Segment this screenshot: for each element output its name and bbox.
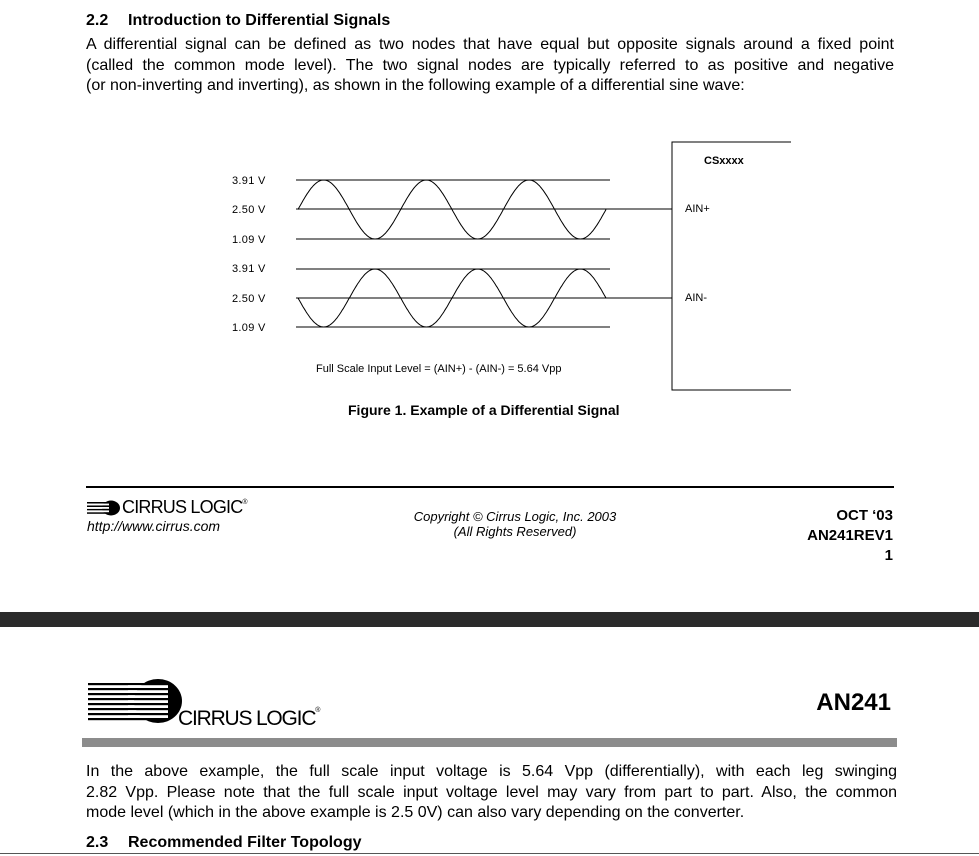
voltage-label: 3.91 V <box>232 175 266 187</box>
differential-signal-figure <box>0 130 979 430</box>
footer-logo: CIRRUS LOGIC ® <box>87 497 248 518</box>
figure-caption: Figure 1. Example of a Differential Signal <box>348 402 620 418</box>
chip-label: CSxxxx <box>704 155 744 167</box>
paragraph-line: In the above example, the full scale input voltage is 5.64 Vpp (differentially), with each leg swinging <box>86 763 897 780</box>
footer-url[interactable]: http://www.cirrus.com <box>87 518 221 534</box>
section-2-2-heading <box>86 12 390 30</box>
cirrus-logo-icon <box>88 679 188 727</box>
footer-doc-info <box>760 506 893 566</box>
section-2-3-heading <box>86 834 362 852</box>
voltage-label: 1.09 V <box>232 322 266 334</box>
copyright-line: Copyright © Cirrus Logic, Inc. 2003 <box>413 509 617 524</box>
copyright-line: (All Rights Reserved) <box>453 524 577 539</box>
logo-text: CIRRUS LOGIC <box>178 707 316 730</box>
pin-ain-minus-label: AIN- <box>685 292 707 304</box>
paragraph-line: (called the common mode level). The two signal nodes are typically referred to as positive and negative <box>86 56 894 74</box>
chip-outline <box>672 142 791 390</box>
page2-logo-text: CIRRUS LOGIC® <box>178 707 320 730</box>
logo-text: CIRRUS LOGIC <box>122 497 243 517</box>
page2-doc-title: AN241 <box>816 689 891 716</box>
section-title: Recommended Filter Topology <box>128 834 362 851</box>
footer-rule <box>86 486 894 488</box>
paragraph-line: 2.82 Vpp. Please note that the full scale input voltage level may vary from part to part. Also, the common <box>86 783 897 801</box>
viewport-bottom-edge <box>0 853 979 854</box>
footer-date: OCT ‘03 <box>836 507 893 524</box>
voltage-label: 2.50 V <box>232 293 266 305</box>
voltage-label: 3.91 V <box>232 263 266 275</box>
cirrus-logo-icon <box>87 500 121 516</box>
full-scale-formula: Full Scale Input Level = (AIN+) - (AIN-) = 5.64 Vpp <box>316 363 562 375</box>
footer-page-number: 1 <box>884 547 893 564</box>
page2-header-rule <box>82 738 897 747</box>
page2-paragraph <box>86 762 897 824</box>
voltage-label: 2.50 V <box>232 204 266 216</box>
footer-doc-id: AN241REV1 <box>807 527 893 544</box>
paragraph-line: mode level (which in the above example is 2.5 0V) can also vary depending on the converter. <box>86 804 745 821</box>
section-2-2-paragraph <box>86 35 894 97</box>
footer-copyright <box>380 509 650 539</box>
page-separator <box>0 612 979 627</box>
section-number: 2.2 <box>86 12 109 29</box>
voltage-label: 1.09 V <box>232 234 266 246</box>
section-title: Introduction to Differential Signals <box>128 12 391 29</box>
pin-ain-plus-label: AIN+ <box>685 203 710 215</box>
paragraph-line: A differential signal can be defined as two nodes that have equal but opposite signals around a fixed point <box>86 36 894 53</box>
section-number: 2.3 <box>86 834 109 851</box>
page2-logo <box>88 679 188 732</box>
paragraph-line: (or non-inverting and inverting), as shown in the following example of a differential sine wave: <box>86 77 745 94</box>
